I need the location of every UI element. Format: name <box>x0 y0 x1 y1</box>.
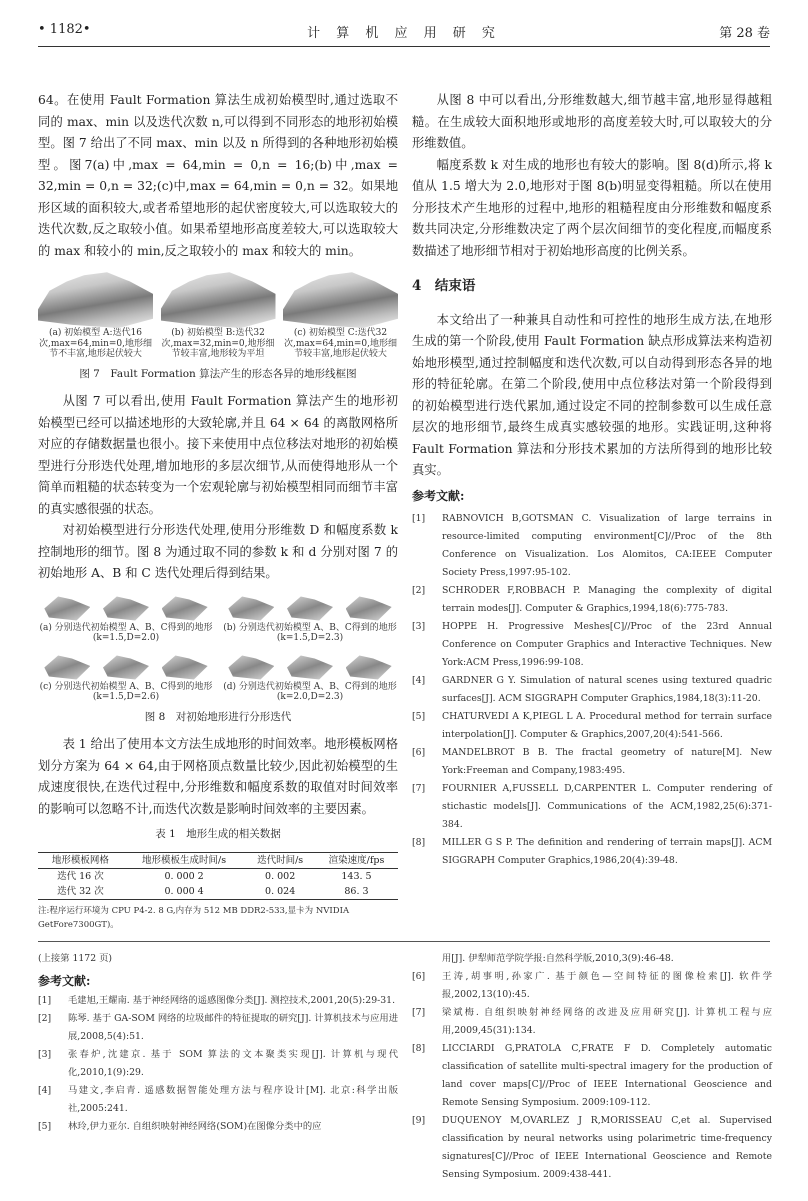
paragraph: 本文给出了一种兼具自动性和可控性的地形生成方法,在地形生成的第一个阶段,使用 Fault Formation 缺点形成算法来构造初始地形模型,通过控制幅度和迭代次数,可以自动得到形态各异的地形的特征轮廓。在第二个阶段,使用中点位移法对第一个阶段得到的初始模型进行迭代累加,通过设定不同的控制参数可以生成任意层次的地形细节,最终生成真实感较强的地形。实践证明,这种将 Fault Formation 算法和分形技术累加的方法所得到的地形比较真实。 <box>412 312 772 477</box>
table-cell: 143. 5 <box>341 870 372 882</box>
continued-note: (上接第 1172 页) <box>38 953 113 964</box>
section-divider <box>38 941 770 942</box>
terrain-thumbnails <box>38 650 214 682</box>
paragraph: 64。在使用 Fault Formation 算法生成初始模型时,通过选取不同的 max、min 以及迭代次数 n,可以得到不同形态的地形初始模型。图 7 给出了不同 max、min 以及 n 所得到的各种地形初始模型。图7(a)中,max = 64,min = 0,n = 16;(b)中,max = 32,min = 0,n = 32;(c)中,max = 64,min = 0,n = 32。如果地形区域的面积较大,或者希望地形的起伏密度较大,可以选取较大的迭代次数,反之取较小值。如果希望地形高度差较大,可以选取较大的 max 和较小的 min,反之取较小的 max 和较大的 min。 <box>38 93 398 258</box>
terrain-wireframe-image <box>161 266 276 328</box>
page-number: • 1182• <box>38 22 91 37</box>
table-row <box>38 884 398 900</box>
column-header: 渲染速度/fps <box>328 854 385 866</box>
table-cell: 0. 002 <box>265 870 296 882</box>
table-cell: 0. 024 <box>265 885 296 897</box>
terrain-thumbnails <box>222 650 398 682</box>
table-row <box>38 868 398 884</box>
paragraph: 从图 7 可以看出,使用 Fault Formation 算法产生的地形初始模型已经可以描述地形的大致轮廓,并且 64 × 64 的离散网格所对应的存储数据量也很小。接下来使用中点位移法对地形的初始模型进行分形迭代处理,增加地形的多层次细节,从而使得地形从一个简单而粗糙的状态转变为一个宏观轮廓与初始模型相同而细节丰富的真实感很强的状态。 <box>38 394 398 516</box>
reference-item: [5] CHATURVEDI A K,PIEGL L A. Procedural method for terrain surface interpolation[J]. Computer & Graphics,2007,20(4):541-566. <box>412 711 772 740</box>
journal-title: 计 算 机 应 用 研 究 <box>307 26 501 41</box>
table-header-row <box>38 852 398 868</box>
figure-7b <box>161 266 276 360</box>
reference-list <box>412 510 772 870</box>
figure-8 <box>38 591 398 703</box>
reference-continuation: 用[J]. 伊犁师范学院学报:自然科学版,2010,3(9):46-48. <box>442 953 674 964</box>
table-cell: 86. 3 <box>344 885 369 897</box>
volume-label: 第 28 卷 <box>719 26 770 41</box>
table-cell: 迭代 32 次 <box>57 885 104 897</box>
paragraph: 从图 8 中可以看出,分形维数越大,细节越丰富,地形显得越粗糙。在生成较大面积地形或地形的高度差较大时,可以取较大的分形维数值。 <box>412 93 772 150</box>
references-heading: 参考文献: <box>38 974 91 988</box>
figure-subcaption: (c) 初始模型 C:迭代32 次,max=64,min=0,地形细节较丰富,地形起伏较大 <box>283 328 398 359</box>
column-header: 地形模板网格 <box>51 854 109 866</box>
paragraph: 表 1 给出了使用本文方法生成地形的时间效率。地形模板网格划分方案为 64 × 64,由于网格顶点数量比较少,因此初始模型的生成速度很快,在迭代过程中,分形维数和幅度系数的取值对时间效率的影响可以忽略不计,而迭代次数是影响时间效率的主要因素。 <box>38 737 398 816</box>
reference-item: [1] RABNOVICH B,GOTSMAN C. Visualization of large terrains in resource-limited computing environment[C]//Proc of the 8th Conference on Visualization. Los Alomitos, CA:IEEE Computer Society Press,1997:95-102. <box>412 513 772 578</box>
terrain-wireframe-image <box>38 266 153 328</box>
reference-item: [7] 梁斌梅. 自组织映射神经网络的改进及应用研究[J]. 计算机工程与应用,2009,45(31):134. <box>412 1007 772 1036</box>
right-column <box>412 90 772 870</box>
table-cell: 迭代 16 次 <box>57 870 104 882</box>
bottom-left-column <box>38 950 398 1136</box>
terrain-wireframe-image <box>283 266 398 328</box>
data-table <box>38 852 398 900</box>
reference-item: [8] LICCIARDI G,PRATOLA C,FRATE F D. Completely automatic classification of satellite multi-spectral imagery for the production of land cover maps[C]//Proc of IEEE International Geoscience and Remote Sensing Symposium. 2009:109-112. <box>412 1043 772 1108</box>
reference-item: [8] MILLER G S P. The definition and rendering of terrain maps[J]. ACM SIGGRAPH Computer Graphics,1986,20(4):39-48. <box>412 837 772 866</box>
reference-item: [2] SCHRODER F,ROBBACH P. Managing the complexity of digital terrain modes[J]. Computer & Graphics,1994,18(6):775-783. <box>412 585 772 614</box>
figure-subcaption: (b) 分别迭代初始模型 A、B、C得到的地形(k=1.5,D=2.3) <box>223 622 397 643</box>
left-column <box>38 90 398 932</box>
figure-subcaption: (b) 初始模型 B:迭代32 次,max=32,min=0,地形细节较丰富,地形较为平坦 <box>161 328 275 359</box>
reference-item: [6] MANDELBROT B B. The fractal geometry of nature[M]. New York:Freeman and Company,1983:495. <box>412 747 772 776</box>
figure-7a <box>38 266 153 360</box>
column-header: 地形模板生成时间/s <box>142 854 227 866</box>
table-cell: 0. 000 2 <box>164 870 204 882</box>
paragraph: 对初始模型进行分形迭代处理,使用分形维数 D 和幅度系数 k 控制地形的细节。图 8 为通过取不同的参数 k 和 d 分别对图 7 的初始地形 A、B 和 C 迭代处理后得到结果。 <box>38 523 398 580</box>
figure-subcaption: (a) 分别迭代初始模型 A、B、C得到的地形(k=1.5,D=2.0) <box>39 622 213 643</box>
figure-8b <box>222 591 398 644</box>
figure-8a <box>38 591 214 644</box>
section-heading: 4 结束语 <box>412 278 476 294</box>
figure-subcaption: (a) 初始模型 A:迭代16 次,max=64,min=0,地形细节不丰富,地形起伏较大 <box>38 328 153 359</box>
figure-subcaption: (c) 分别迭代初始模型 A、B、C得到的地形(k=1.5,D=2.6) <box>39 681 213 702</box>
table-note: 注:程序运行环境为 CPU P4-2. 8 G,内存为 512 MB DDR2-533,显卡为 NVIDIA GetFore7300GT)。 <box>38 905 350 930</box>
table-cell: 0. 000 4 <box>164 885 204 897</box>
reference-item: [7] FOURNIER A,FUSSELL D,CARPENTER L. Computer rendering of stichastic models[J]. Communications of the ACM,1982,25(6):371-384. <box>412 783 772 830</box>
reference-item: [9] DUQUENOY M,OVARLEZ J R,MORISSEAU C,et al. Supervised classification by neural networks using polarimetric time-frequency signatures[C]//Proc of IEEE International Geoscience and Remote Sensing Symposium. 2009:438-441. <box>412 1115 772 1180</box>
figure-caption: 图 8 对初始地形进行分形迭代 <box>144 710 292 723</box>
reference-item: [3] HOPPE H. Progressive Meshes[C]//Proc of the 23rd Annual Conference on Computer Graphics and Interactive Techniques. New York:ACM Press,1996:99-108. <box>412 621 772 668</box>
reference-item: [5] 林玲,伊力亚尔. 自组织映射神经网络(SOM)在图像分类中的应 <box>38 1121 322 1132</box>
paragraph: 幅度系数 k 对生成的地形也有较大的影响。图 8(d)所示,将 k 值从 1.5 增大为 2.0,地形对于图 8(b)明显变得粗糙。所以在使用分形技术产生地形的过程中,地形的粗糙程度由分形维数和幅度系数共同决定,分形维数决定了两个层次间细节的变化程度,而幅度系数描述了地形细节相对于初始地形高度的比例关系。 <box>412 157 772 258</box>
bottom-right-column <box>412 950 772 1184</box>
figure-7 <box>38 266 398 360</box>
reference-item: [4] GARDNER G Y. Simulation of natural scenes using textured quadric surfaces[J]. ACM SIGGRAPH Computer Graphics,1984,18(3):11-20. <box>412 675 772 704</box>
reference-item: [1] 毛建旭,王耀南. 基于神经网络的遥感图像分类[J]. 测控技术,2001,20(5):29-31. <box>38 995 396 1006</box>
references-heading: 参考文献: <box>412 488 465 503</box>
figure-caption: 图 7 Fault Formation 算法产生的形态各异的地形线框图 <box>79 367 357 380</box>
figure-7c <box>283 266 398 360</box>
reference-item: [3] 张春炉,沈建京. 基于 SOM 算法的文本聚类实现[J]. 计算机与现代化,2010,1(9):29. <box>38 1049 398 1078</box>
table-title: 表 1 地形生成的相关数据 <box>155 828 281 840</box>
figure-8d <box>222 650 398 703</box>
figure-8c <box>38 650 214 703</box>
reference-item: [4] 马建文,李启青. 遥感数据智能处理方法与程序设计[M]. 北京:科学出版社,2005:241. <box>38 1085 398 1114</box>
column-header: 迭代时间/s <box>257 854 304 866</box>
header-rule <box>38 46 770 47</box>
figure-subcaption: (d) 分别迭代初始模型 A、B、C得到的地形(k=2.0,D=2.3) <box>223 681 397 702</box>
terrain-thumbnails <box>38 591 214 623</box>
page-header <box>38 22 770 44</box>
reference-item: [6] 王涛,胡事明,孙家广. 基于颜色—空间特征的图像检索[J]. 软件学报,2002,13(10):45. <box>412 971 772 1000</box>
terrain-thumbnails <box>222 591 398 623</box>
reference-item: [2] 陈琴. 基于 GA-SOM 网络的垃圾邮件的特征提取的研究[J]. 计算机技术与应用进展,2008,5(4):51. <box>38 1013 398 1042</box>
